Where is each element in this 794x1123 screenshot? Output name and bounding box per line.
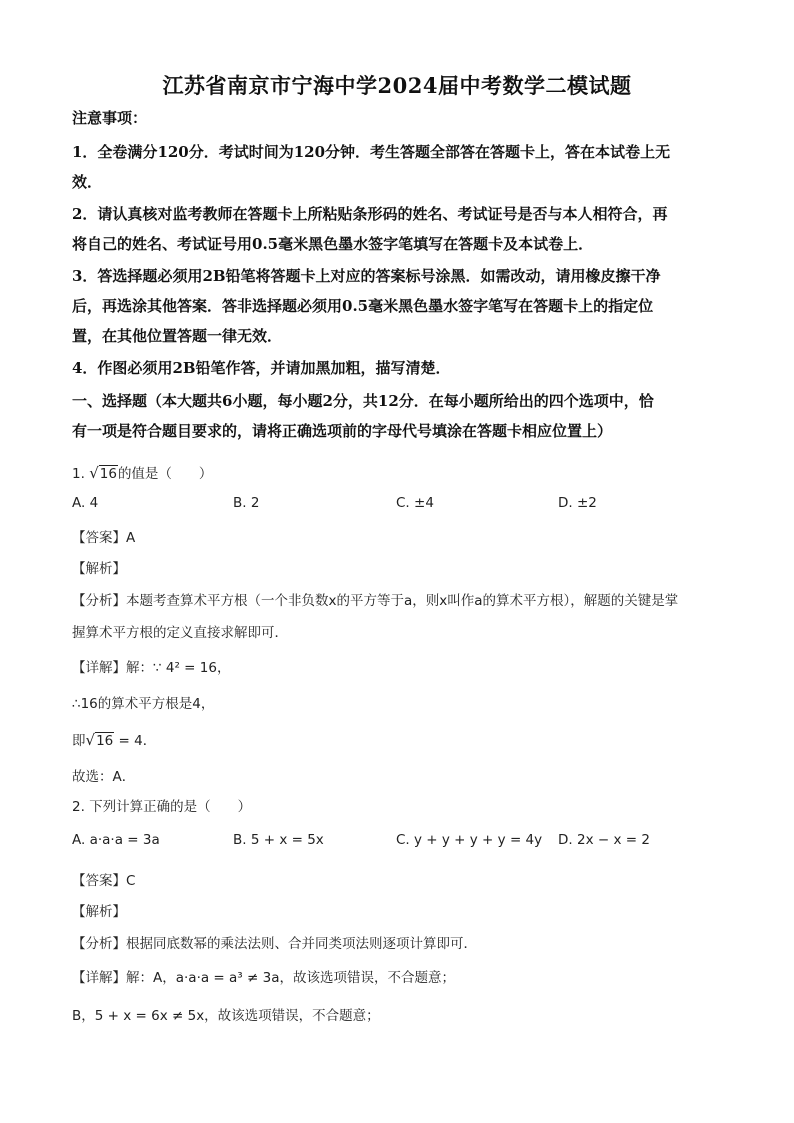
question-2-option-c[interactable]: C. y + y + y + y = 4y — [396, 832, 543, 848]
notice-item-1-line-2: 效． — [72, 173, 103, 191]
question-2-analysis: 【分析】根据同底数幂的乘法法则、合并同类项法则逐项计算即可． — [72, 936, 477, 952]
question-1-option-a[interactable]: A. 4 — [72, 495, 99, 511]
section-heading-line-2: 有一项是符合题目要求的，请将正确选项前的字母代号填涂在答题卡相应位置上） — [72, 422, 613, 440]
question-1-number: 1. — [72, 466, 85, 482]
question-1-analysis: 【分析】本题考查算术平方根（一个非负数x的平方等于a，则x叫作a的算术平方根），解题的关键是掌 — [72, 593, 679, 609]
question-2-option-d[interactable]: D. 2x − x = 2 — [558, 832, 650, 848]
question-1-option-d[interactable]: D. ±2 — [558, 495, 597, 511]
sqrt-radicand: 16 — [96, 733, 114, 749]
notice-item-1-line-1: 1．全卷满分120分．考试时间为120分钟．考生答题全部答在答题卡上，答在本试卷上无 — [72, 143, 671, 161]
question-1-step-3 — [72, 729, 156, 749]
question-1-option-c[interactable]: C. ±4 — [396, 495, 434, 511]
question-1-step-2: ∴16的算术平方根是4， — [72, 696, 215, 712]
question-1-choice: 故选：A． — [72, 769, 136, 785]
question-2-option-b[interactable]: B. 5 + x = 5x — [233, 832, 324, 848]
section-heading-line-1: 一、选择题（本大题共6小题，每小题2分，共12分．在每小题所给出的四个选项中，恰 — [72, 392, 654, 410]
notice-item-3-line-1: 3．答选择题必须用2B铅笔将答题卡上对应的答案标号涂黑．如需改动，请用橡皮擦干净 — [72, 267, 661, 285]
question-2-solution-label: 【解析】 — [72, 904, 126, 920]
question-2-text: 下列计算正确的是（ ） — [89, 799, 252, 815]
question-2-answer: 【答案】C — [72, 873, 136, 889]
sqrt-radicand: 16 — [99, 466, 117, 482]
step-3-prefix: 即 — [72, 733, 86, 749]
question-1-answer: 【答案】A — [72, 530, 136, 546]
question-1-analysis-cont: 握算术平方根的定义直接求解即可． — [72, 625, 288, 641]
question-2-option-a[interactable]: A. a·a·a = 3a — [72, 832, 160, 848]
question-2-number: 2. — [72, 799, 85, 815]
question-2-stem — [72, 795, 251, 815]
question-1-option-b[interactable]: B. 2 — [233, 495, 260, 511]
question-1-text: 的值是（ ） — [117, 466, 213, 482]
question-1-detail: 【详解】解：∵ 4² = 16， — [72, 660, 231, 676]
sqrt-expression: √16 — [85, 731, 114, 749]
notice-heading: 注意事项： — [72, 109, 148, 127]
question-2-detail-b: B，5 + x = 6x ≠ 5x，故该选项错误，不合题意； — [72, 1008, 380, 1024]
page-title: 江苏省南京市宁海中学2024届中考数学二模试题 — [162, 73, 632, 98]
notice-item-3-line-3: 置，在其他位置答题一律无效． — [72, 327, 283, 345]
question-1-solution-label: 【解析】 — [72, 561, 126, 577]
notice-item-3-line-2: 后，再选涂其他答案．答非选择题必须用0.5毫米黑色墨水签字笔写在答题卡上的指定位 — [72, 297, 654, 315]
question-2-detail-a: 【详解】解：A，a·a·a = a³ ≠ 3a，故该选项错误，不合题意； — [72, 970, 455, 986]
notice-item-4: 4．作图必须用2B铅笔作答，并请加黑加粗，描写清楚． — [72, 359, 451, 377]
notice-item-2-line-1: 2．请认真核对监考教师在答题卡上所粘贴条形码的姓名、考试证号是否与本人相符合，再 — [72, 205, 668, 223]
notice-item-2-line-2: 将自己的姓名、考试证号用0.5毫米黑色墨水签字笔填写在答题卡及本试卷上． — [72, 235, 594, 253]
sqrt-expression: √16 — [89, 464, 117, 482]
step-3-result: = 4． — [114, 733, 157, 749]
question-1-stem — [72, 462, 212, 482]
